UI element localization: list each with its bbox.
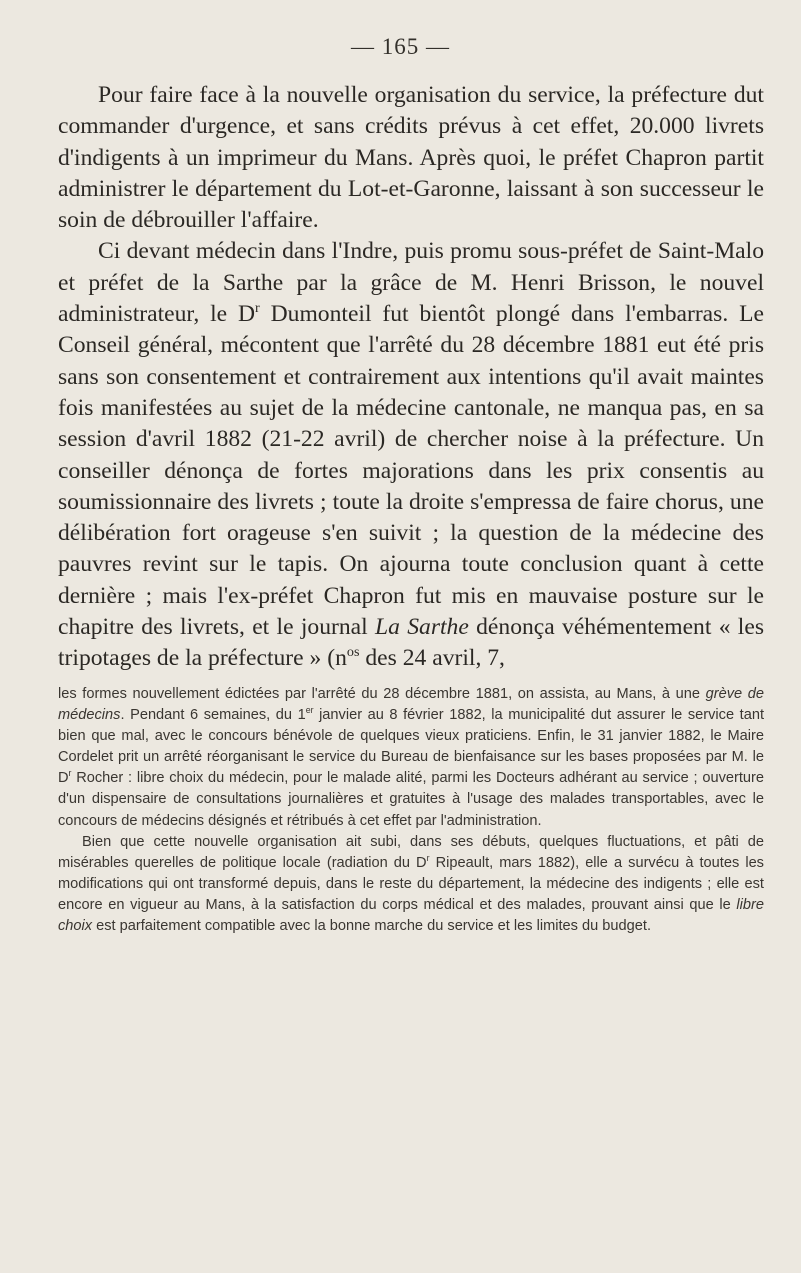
footnote-2-text-b: Ripeault, mars 1882), elle a survécu à toutes les modifications qui ont transformé depuis, dans le reste du département, la médecine des indigents ; elle est encore en vigueur au Mans, à la satisfaction du corps médical et des malades, prouvant ainsi que le [58,854,764,913]
footnote-2-text-a: Bien que cette nouvelle organisation ait subi, dans ses débuts, quelques fluctuations, et pâti de misérables querelles de politique locale (radiation du D [58,833,764,871]
paragraph-2-text-d: des 24 avril, 7, [359,645,505,672]
footnote-2-text-c: est parfaitement compatible avec la bonne marche du service et les limites du budget. [92,918,651,935]
paragraph-2-text-b: Dumonteil fut bientôt plongé dans l'embarras. Le Conseil général, mécontent que l'arrêté du 28 décembre 1881 eut été pris sans son consentement et contrairement aux intentions qu'il avait maintes fois manifestées au sujet de la médecine cantonale, ne manqua pas, en sa session d'avril 1882 (21-22 avril) de chercher noise à la préfecture. Un conseiller dénonça de fortes majorations dans les prix consentis au soumissionnaire des livrets ; toute la droite s'empressa de faire chorus, une délibération fort orageuse s'en suivit ; la question de la médecine des pauvres revint sur le tapis. On ajourna toute conclusion quant à cette dernière ; mais l'ex-préfet Chapron fut mis en mauvaise posture sur le chapitre des livrets, et le journal [58,301,764,641]
paragraph-1 [58,80,764,236]
main-text [58,80,764,675]
footnote-1-text-a: les formes nouvellement édictées par l'arrêté du 28 décembre 1881, on assista, au Mans, à une [58,686,706,702]
superscript: r [255,300,260,317]
footnote-1-text-b: . Pendant 6 semaines, du 1 [120,707,306,724]
footnote-1-text-d: Rocher : libre choix du médecin, pour le malade alité, parmi les Docteurs adhérant au service ; ouverture d'un dispensaire de consultations journalières et gratuites à l'usage des malades transportables, avec le concours de médecins désignés et rétribués à cet effet par l'administration. [58,770,764,829]
footnote-1-italic: grève de médecins [58,686,764,724]
footnote-1-text-c: janvier au 8 février 1882, la municipalité dut assurer le service tant bien que mal, avec le concours bénévole de quelques vieux praticiens. Enfin, le 31 janvier 1882, le Maire Cordelet prit un arrêté réorganisant le service du Bureau de bienfaisance sur les bases proposées par M. le D [58,707,764,787]
superscript: r [68,768,72,779]
superscript: os [346,644,360,661]
paragraph-2-text-c: dénonça véhémentement « les tripotages de la préfecture » (n [58,614,765,672]
journal-title: La Sarthe [375,614,469,641]
paragraph-2 [58,236,764,674]
footnote-2-italic: libre choix [58,896,764,935]
paragraph-1-text: Pour faire face à la nouvelle organisation du service, la préfecture dut commander d'urgence, et sans crédits prévus à cet effet, 20.000 livrets d'indigents à un imprimeur du Mans. Après quoi, le préfet Chapron partit administrer le département du Lot-et-Garonne, laissant à son successeur le soin de débrouiller l'affaire. [58,82,764,234]
footnotes [58,684,764,937]
page-number: — 165 — [351,34,450,59]
footnote-continued [58,684,764,832]
superscript: r [426,852,430,863]
footnote-paragraph-2 [58,832,764,937]
paragraph-2-text-a: Ci devant médecin dans l'Indre, puis promu sous-préfet de Saint-Malo et préfet de la Sarthe par la grâce de M. Henri Brisson, le nouvel administrateur, le D [58,238,764,328]
superscript: er [305,705,314,716]
